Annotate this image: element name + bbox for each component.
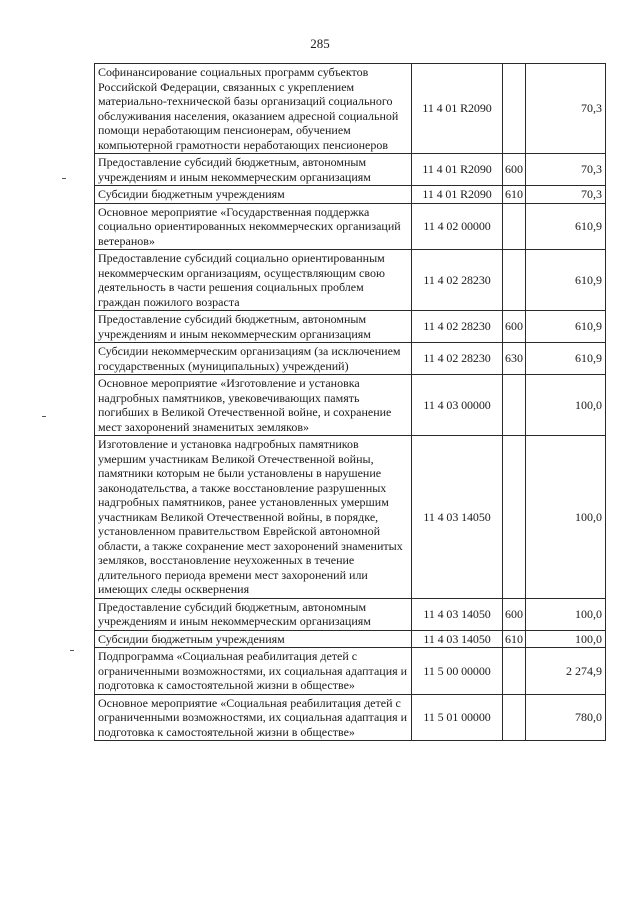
row-code-cell: 11 4 03 14050 <box>412 598 503 630</box>
row-code-cell: 11 4 01 R2090 <box>412 64 503 154</box>
row-amount-cell: 70,3 <box>526 154 606 186</box>
row-name-cell: Подпрограмма «Социальная реабилитация детей с ограниченными возможностями, их социальная адаптация и подготовка к самостоятельной жизни в обществе» <box>95 648 412 695</box>
row-expense-type-cell <box>503 64 526 154</box>
table-row <box>95 598 606 630</box>
row-code-cell: 11 4 01 R2090 <box>412 186 503 204</box>
row-amount-cell: 100,0 <box>526 630 606 648</box>
row-amount-cell: 2 274,9 <box>526 648 606 695</box>
row-name-cell: Субсидии бюджетным учреждениям <box>95 186 412 204</box>
row-expense-type-cell <box>503 694 526 741</box>
row-amount-cell: 70,3 <box>526 186 606 204</box>
table-row <box>95 250 606 311</box>
row-expense-type-cell: 600 <box>503 311 526 343</box>
row-code-cell: 11 5 00 00000 <box>412 648 503 695</box>
row-expense-type-cell: 600 <box>503 154 526 186</box>
table-row <box>95 630 606 648</box>
row-amount-cell: 610,9 <box>526 343 606 375</box>
table-row <box>95 436 606 599</box>
row-expense-type-cell: 600 <box>503 598 526 630</box>
row-expense-type-cell <box>503 203 526 250</box>
table-row <box>95 203 606 250</box>
scan-mark <box>42 416 46 417</box>
table-row <box>95 375 606 436</box>
scan-mark <box>70 650 74 651</box>
table-row <box>95 648 606 695</box>
row-amount-cell: 780,0 <box>526 694 606 741</box>
row-name-cell: Софинансирование социальных программ субъектов Российской Федерации, связанных с укреплением материально-технической базы организаций социального обслуживания населения, оказанием адресной социальной помощи неработающим пенсионерам, обучением компьютерной грамотности неработающих пенсионеров <box>95 64 412 154</box>
page-number: 285 <box>310 36 330 51</box>
row-name-cell: Основное мероприятие «Государственная поддержка социально ориентированных некоммерческих организаций ветеранов» <box>95 203 412 250</box>
row-code-cell: 11 5 01 00000 <box>412 694 503 741</box>
row-amount-cell: 100,0 <box>526 436 606 599</box>
row-amount-cell: 70,3 <box>526 64 606 154</box>
row-expense-type-cell: 630 <box>503 343 526 375</box>
row-name-cell: Предоставление субсидий бюджетным, автономным учреждениям и иным некоммерческим организациям <box>95 154 412 186</box>
row-code-cell: 11 4 02 00000 <box>412 203 503 250</box>
row-code-cell: 11 4 03 14050 <box>412 436 503 599</box>
row-amount-cell: 100,0 <box>526 375 606 436</box>
scan-mark <box>62 178 66 179</box>
row-name-cell: Субсидии бюджетным учреждениям <box>95 630 412 648</box>
row-expense-type-cell <box>503 436 526 599</box>
row-amount-cell: 610,9 <box>526 311 606 343</box>
row-name-cell: Предоставление субсидий социально ориентированным некоммерческим организациям, осуществляющим свою деятельность в части решения социальных проблем граждан пожилого возраста <box>95 250 412 311</box>
row-code-cell: 11 4 01 R2090 <box>412 154 503 186</box>
table-row <box>95 694 606 741</box>
row-name-cell: Предоставление субсидий бюджетным, автономным учреждениям и иным некоммерческим организациям <box>95 598 412 630</box>
row-code-cell: 11 4 03 14050 <box>412 630 503 648</box>
row-expense-type-cell: 610 <box>503 630 526 648</box>
row-name-cell: Субсидии некоммерческим организациям (за исключением государственных (муниципальных) учреждений) <box>95 343 412 375</box>
table-row <box>95 311 606 343</box>
row-name-cell: Предоставление субсидий бюджетным, автономным учреждениям и иным некоммерческим организациям <box>95 311 412 343</box>
row-amount-cell: 610,9 <box>526 250 606 311</box>
table-row <box>95 186 606 204</box>
row-amount-cell: 610,9 <box>526 203 606 250</box>
row-expense-type-cell <box>503 648 526 695</box>
row-code-cell: 11 4 02 28230 <box>412 250 503 311</box>
row-code-cell: 11 4 02 28230 <box>412 311 503 343</box>
row-name-cell: Основное мероприятие «Социальная реабилитация детей с ограниченными возможностями, их социальная адаптация и подготовка к самостоятельной жизни в обществе» <box>95 694 412 741</box>
row-expense-type-cell: 610 <box>503 186 526 204</box>
budget-table-body <box>95 64 606 741</box>
row-name-cell: Изготовление и установка надгробных памятников умершим участникам Великой Отечественной войны, памятники которым не были установлены в нарушение законодательства, а также восстановление разрушенных надгробных памятников, ранее установленных умершим участникам Великой Отечественной войны, в порядке, установленном правительством Еврейской автономной области, а также сохранение мест захоронений знаменитых земляков, восстановление неухоженных в течение длительного периода времени мест захоронений или имеющих следы осквернения <box>95 436 412 599</box>
row-code-cell: 11 4 02 28230 <box>412 343 503 375</box>
budget-table <box>94 63 606 741</box>
row-expense-type-cell <box>503 375 526 436</box>
row-name-cell: Основное мероприятие «Изготовление и установка надгробных памятников, увековечивающих память погибших в Великой Отечественной войне, и сохранение мест захоронений знаменитых земляков» <box>95 375 412 436</box>
row-expense-type-cell <box>503 250 526 311</box>
table-row <box>95 343 606 375</box>
row-code-cell: 11 4 03 00000 <box>412 375 503 436</box>
table-row <box>95 154 606 186</box>
row-amount-cell: 100,0 <box>526 598 606 630</box>
table-row <box>95 64 606 154</box>
